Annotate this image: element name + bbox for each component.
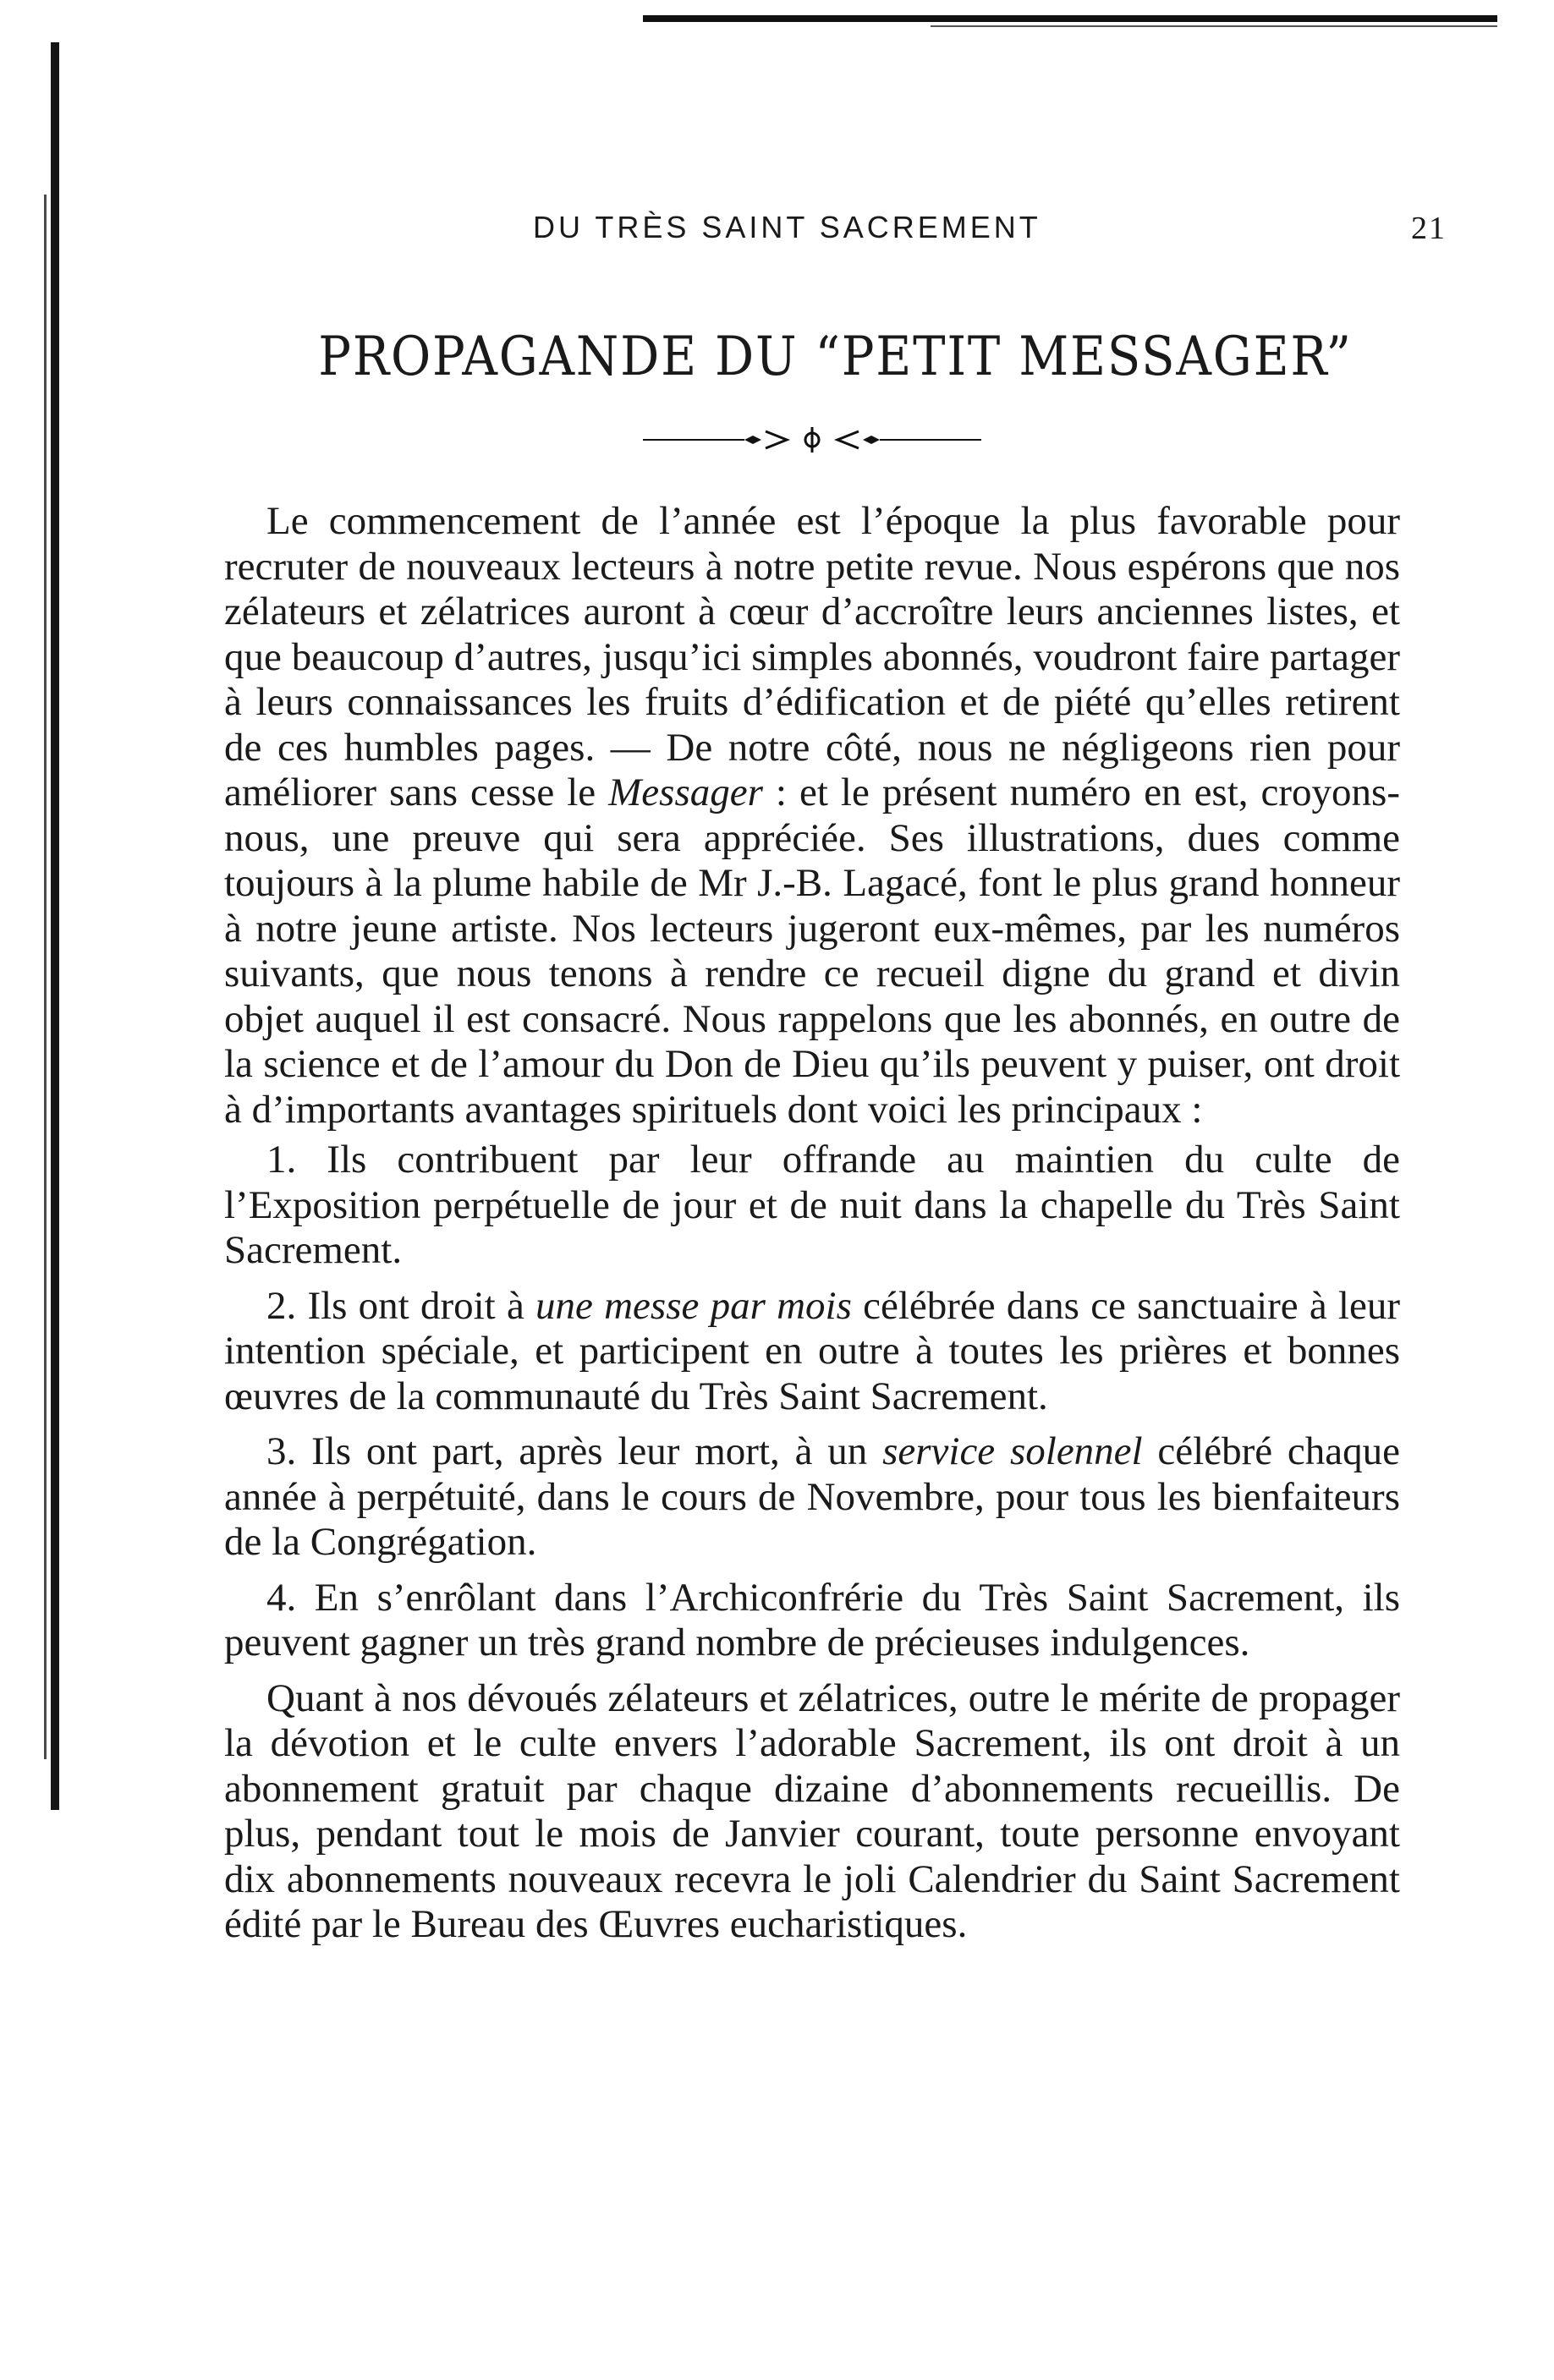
article-title: PROPAGANDE DU “PETIT MESSAGER”: [318, 326, 1353, 388]
binding-edge: [51, 42, 59, 1810]
intro-paragraph: [224, 499, 1400, 1132]
benefit-item-3: [224, 1429, 1400, 1566]
running-head: [224, 210, 1447, 252]
binding-edge-shadow: [44, 195, 47, 1759]
benefit-item-2: [224, 1284, 1400, 1420]
closing-paragraph: Quant à nos dévoués zélateurs et zélatrices, outre le mérite de propager la dévotion et le culte envers l’adorable Sacrement, ils ont droit à un abonnement gratuit par chaque dizaine d’abonnements recueillis. De plus, pendant tout le mois de Janvier courant, toute personne envoyant dix abonnements nouveaux recevra le joli Calendrier du Saint Sacrement édité par le Bureau des Œuvres eucharistiques.: [224, 1675, 1400, 1946]
item3-text-b: célébré chaque année à perpétuité, dans le cours de Novembre, pour tous les bienfaiteurs de la Congrégation.: [224, 1429, 1400, 1564]
article-body: [224, 499, 1400, 1953]
benefit-item-4: 4. En s’enrôlant dans l’Archiconfrérie du Très Saint Sacrement, ils peuvent gagner un très grand nombre de précieuses indulgences.: [224, 1575, 1400, 1664]
item2-text-b: célébrée dans ce sanctuaire à leur intention spéciale, et participent en outre à toutes les prières et bonnes œuvres de la communauté du Très Saint Sacrement.: [224, 1283, 1401, 1418]
top-rule-thin: [931, 25, 1497, 27]
messager-italic: Messager: [608, 770, 763, 814]
top-rule: [643, 15, 1497, 22]
item2-text-a: 2. Ils ont droit à: [266, 1283, 536, 1328]
item3-text-a: 3. Ils ont part, après leur mort, à un: [266, 1429, 883, 1473]
running-title: DU TRÈS SAINT SACREMENT: [533, 210, 1041, 244]
ornamental-divider-icon: [643, 419, 981, 461]
intro-text-part1: Le commencement de l’année est l’époque la plus favorable pour recruter de nouveaux lecteurs à notre petite revue. Nous espérons que nos zélateurs et zélatrices auront à cœur d’accroître leurs anciennes listes, et que beaucoup d’autres, jusqu’ici simples abonnés, voudront faire partager à leurs connaissances les fruits d’édification et de piété qu’elles retirent de ces humbles pages. — De notre côté, nous ne négligeons rien pour améliorer sans cesse le: [224, 499, 1400, 814]
item3-italic: service solennel: [882, 1429, 1143, 1473]
item2-italic: une messe par mois: [535, 1283, 852, 1328]
benefit-item-1: 1. Ils contribuent par leur offrande au maintien du culte de l’Exposition perpétuelle de jour et de nuit dans la chapelle du Très Saint Sacrement.: [224, 1138, 1400, 1272]
intro-text-part2: : et le présent numéro en est, croyons-nous, une preuve qui sera appréciée. Ses illustrations, dues comme toujours à la plume habile de Mr J.-B. Lagacé, font le plus grand honneur à notre jeune artiste. Nos lecteurs jugeront eux-mêmes, par les numéros suivants, que nous tenons à rendre ce recueil digne du grand et divin objet auquel il est consacré. Nous rappelons que les abonnés, en outre de la science et de l’amour du Don de Dieu qu’ils peuvent y puiser, ont droit à d’importants avantages spirituels dont voici les principaux :: [224, 770, 1400, 1132]
page-number: 21: [1411, 211, 1447, 246]
